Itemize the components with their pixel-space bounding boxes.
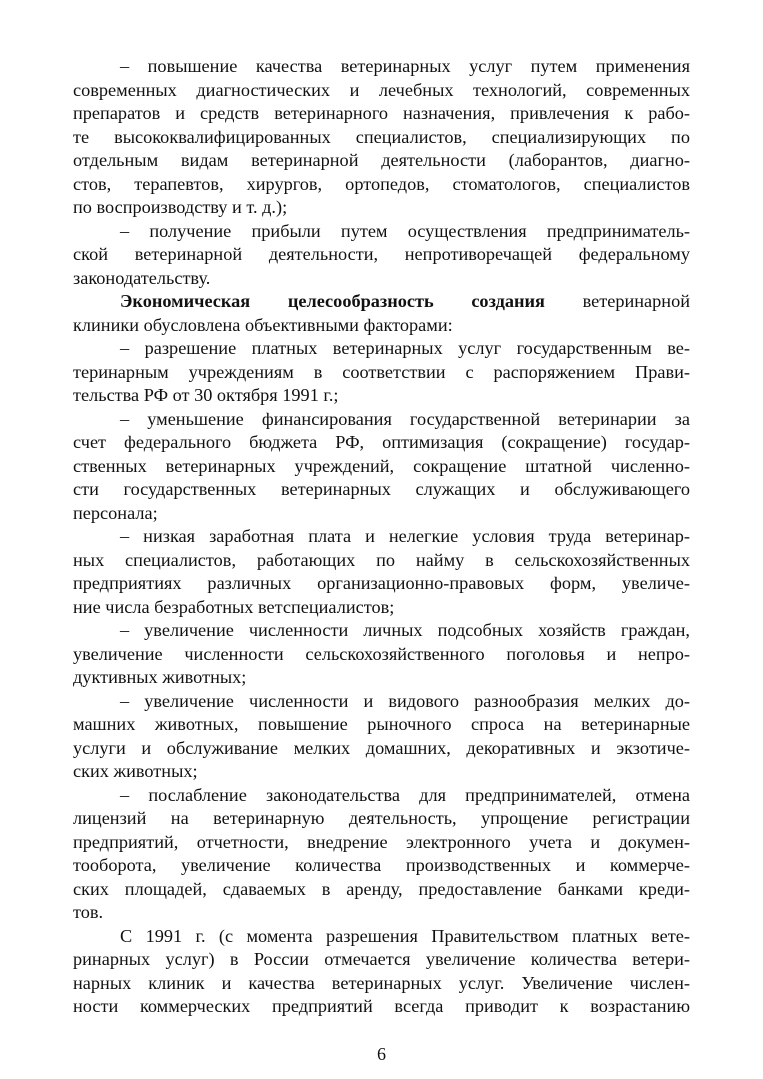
text-line: лицензий на ветеринарную деятельность, упрощение регистрации	[73, 808, 690, 828]
text-line: отдельным видам ветеринарной деятельности (лаборантов, диагно-	[73, 150, 690, 170]
text-line: ственных ветеринарных учреждений, сокращение штатной численно-	[73, 455, 690, 476]
body-text	[73, 55, 690, 1019]
text-line: тов.	[73, 902, 104, 922]
text-line: предприятиях различных организационно-правовых форм, увеличе-	[73, 573, 690, 593]
text-line: стов, терапевтов, хирургов, ортопедов, стоматологов, специалистов	[73, 173, 690, 194]
text-line: дуктивных животных;	[73, 667, 247, 687]
text-line: – разрешение платных ветеринарных услуг государственным ве-	[120, 338, 690, 358]
text-line: увеличение численности сельскохозяйственного поголовья и непро-	[73, 643, 690, 664]
text-line: ности коммерческих предприятий всегда приводит к возрастанию	[73, 996, 690, 1016]
text-line: те высококвалифицированных специалистов, специализирующих по	[73, 126, 690, 147]
text-line	[73, 290, 690, 314]
text-line: ринарных услуг) в России отмечается увеличение количества ветери-	[73, 949, 690, 969]
text-line: нарных клиник и качества ветеринарных услуг. Увеличение числен-	[73, 972, 690, 993]
text-line: – повышение качества ветеринарных услуг путем применения	[120, 56, 690, 76]
text-line: ние числа безработных ветспециалистов;	[73, 596, 395, 617]
text-line: услуги и обслуживание мелких домашних, декоративных и экзотиче-	[73, 737, 690, 758]
text-line: – уменьшение финансирования государственной ветеринарии за	[120, 408, 690, 429]
text-line: машних животных, повышение рыночного спроса на ветеринарные	[73, 714, 690, 734]
text-line: – низкая заработная плата и нелегкие условия труда ветеринар-	[120, 526, 690, 546]
text-line: тельства РФ от 30 октября 1991 г.;	[73, 385, 339, 405]
text-line: по воспроизводству и т. д.);	[73, 197, 288, 217]
text-line: ных специалистов, работающих по найму в сельскохозяйственных	[73, 549, 690, 570]
text-line: – получение прибыли путем осуществления предприниматель-	[120, 220, 690, 241]
text-line: тооборота, увеличение количества производственных и коммерче-	[73, 855, 690, 875]
bold-heading-phrase: Экономическая целесообразность создания	[120, 291, 545, 311]
text-line: – послабление законодательства для предпринимателей, отмена	[120, 784, 690, 805]
text-line: персонала;	[73, 502, 158, 523]
text-line: ских животных;	[73, 761, 198, 781]
text-line: препаратов и средств ветеринарного назначения, привлечения к рабо-	[73, 103, 690, 123]
text-line: – увеличение численности личных подсобных хозяйств граждан,	[120, 620, 690, 640]
text-line: законодательству.	[73, 267, 211, 288]
text-line: клиники обусловлена объективными факторами:	[73, 314, 453, 335]
text-line: сти государственных ветеринарных служащих и обслуживающего	[73, 479, 690, 499]
text-line: счет федерального бюджета РФ, оптимизация (сокращение) государ-	[73, 432, 690, 452]
text-line: современных диагностических и лечебных технологий, современных	[73, 79, 690, 100]
text-line: предприятий, отчетности, внедрение электронного учета и докумен-	[73, 831, 690, 852]
page-number: 6	[377, 1044, 386, 1064]
text-line: ской ветеринарной деятельности, непротиворечащей федеральному	[73, 244, 690, 264]
text-line: ских площадей, сдаваемых в аренду, предоставление банками креди-	[73, 878, 690, 899]
text-line: – увеличение численности и видового разнообразия мелких до-	[120, 690, 690, 711]
text-line: С 1991 г. (с момента разрешения Правительством платных вете-	[120, 925, 690, 946]
text-line: теринарным учреждениям в соответствии с распоряжением Прави-	[73, 361, 690, 382]
heading-line-rest: ветеринарной	[582, 291, 690, 311]
